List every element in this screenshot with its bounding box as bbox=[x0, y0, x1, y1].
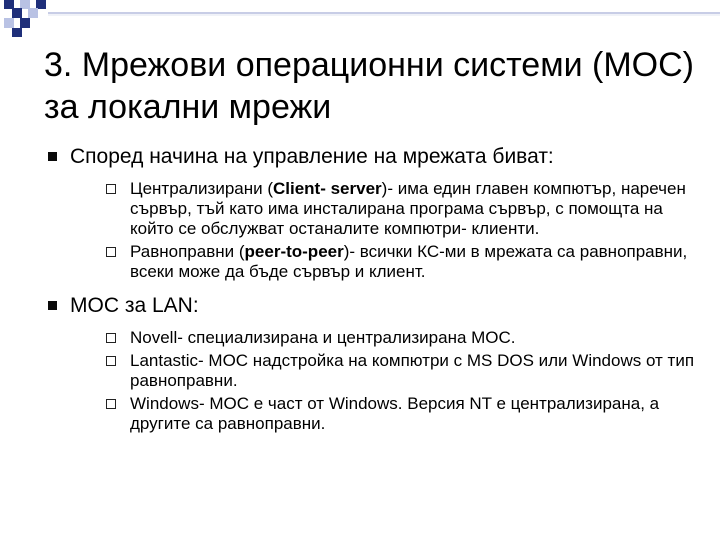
slide-content bbox=[48, 143, 698, 444]
bullet-text: Според начина на управление на мрежата биват: bbox=[70, 145, 554, 168]
square-bullet-icon bbox=[48, 152, 57, 161]
deco-square bbox=[20, 0, 30, 9]
deco-square bbox=[12, 8, 22, 18]
sublist bbox=[70, 179, 698, 282]
subitem-bold-term: Client- server bbox=[273, 179, 382, 198]
checkbox-bullet-icon bbox=[106, 184, 116, 194]
subitem-text: Lantastic- МОС надстройка на компютри с MS DOS или Windows от тип равноправни. bbox=[130, 351, 695, 390]
checkbox-bullet-icon bbox=[106, 399, 116, 409]
subitem-windows bbox=[98, 394, 698, 434]
subitem-bold-term: peer-to-peer bbox=[244, 242, 344, 261]
checkbox-bullet-icon bbox=[106, 356, 116, 366]
deco-square bbox=[12, 28, 22, 37]
subitem-text-after: )- има един главен компютър, наречен сървър, тъй като има инсталирана програма сървър, с помощта на който се обслужват останалите компютри- клиенти. bbox=[130, 179, 686, 238]
subitem-novell bbox=[98, 328, 698, 348]
subitem-centralized bbox=[98, 179, 698, 239]
subitem-text: Novell- специализирана и централизирана МОС. bbox=[130, 328, 516, 347]
square-bullet-icon bbox=[48, 301, 57, 310]
subitem-text-after: )- всички КС-ми в мрежата са равноправни, всеки може да бъде сървър и клиент. bbox=[130, 242, 688, 281]
sublist bbox=[70, 328, 698, 434]
slide-title: 3. Мрежови операционни системи (МОС) за локални мрежи bbox=[44, 46, 695, 126]
checkbox-bullet-icon bbox=[106, 247, 116, 257]
bullet-text: МОС за LAN: bbox=[70, 294, 199, 317]
subitem-text-before: Централизирани ( bbox=[130, 179, 273, 198]
deco-square bbox=[28, 8, 38, 18]
deco-square bbox=[20, 18, 30, 28]
subitem-text: Windows- МОС е част от Windows. Версия NT е централизирана, а другите са равноправни. bbox=[130, 394, 660, 433]
subitem-lantastic bbox=[98, 351, 698, 391]
deco-square bbox=[4, 18, 14, 28]
bullet-lan-os bbox=[48, 292, 698, 434]
checkbox-bullet-icon bbox=[106, 333, 116, 343]
deco-square bbox=[36, 0, 46, 9]
bullet-control-types bbox=[48, 143, 698, 282]
deco-square bbox=[4, 0, 14, 9]
corner-decoration bbox=[0, 0, 720, 40]
subitem-text-before: Равноправни ( bbox=[130, 242, 245, 261]
subitem-peer-to-peer bbox=[98, 242, 698, 282]
